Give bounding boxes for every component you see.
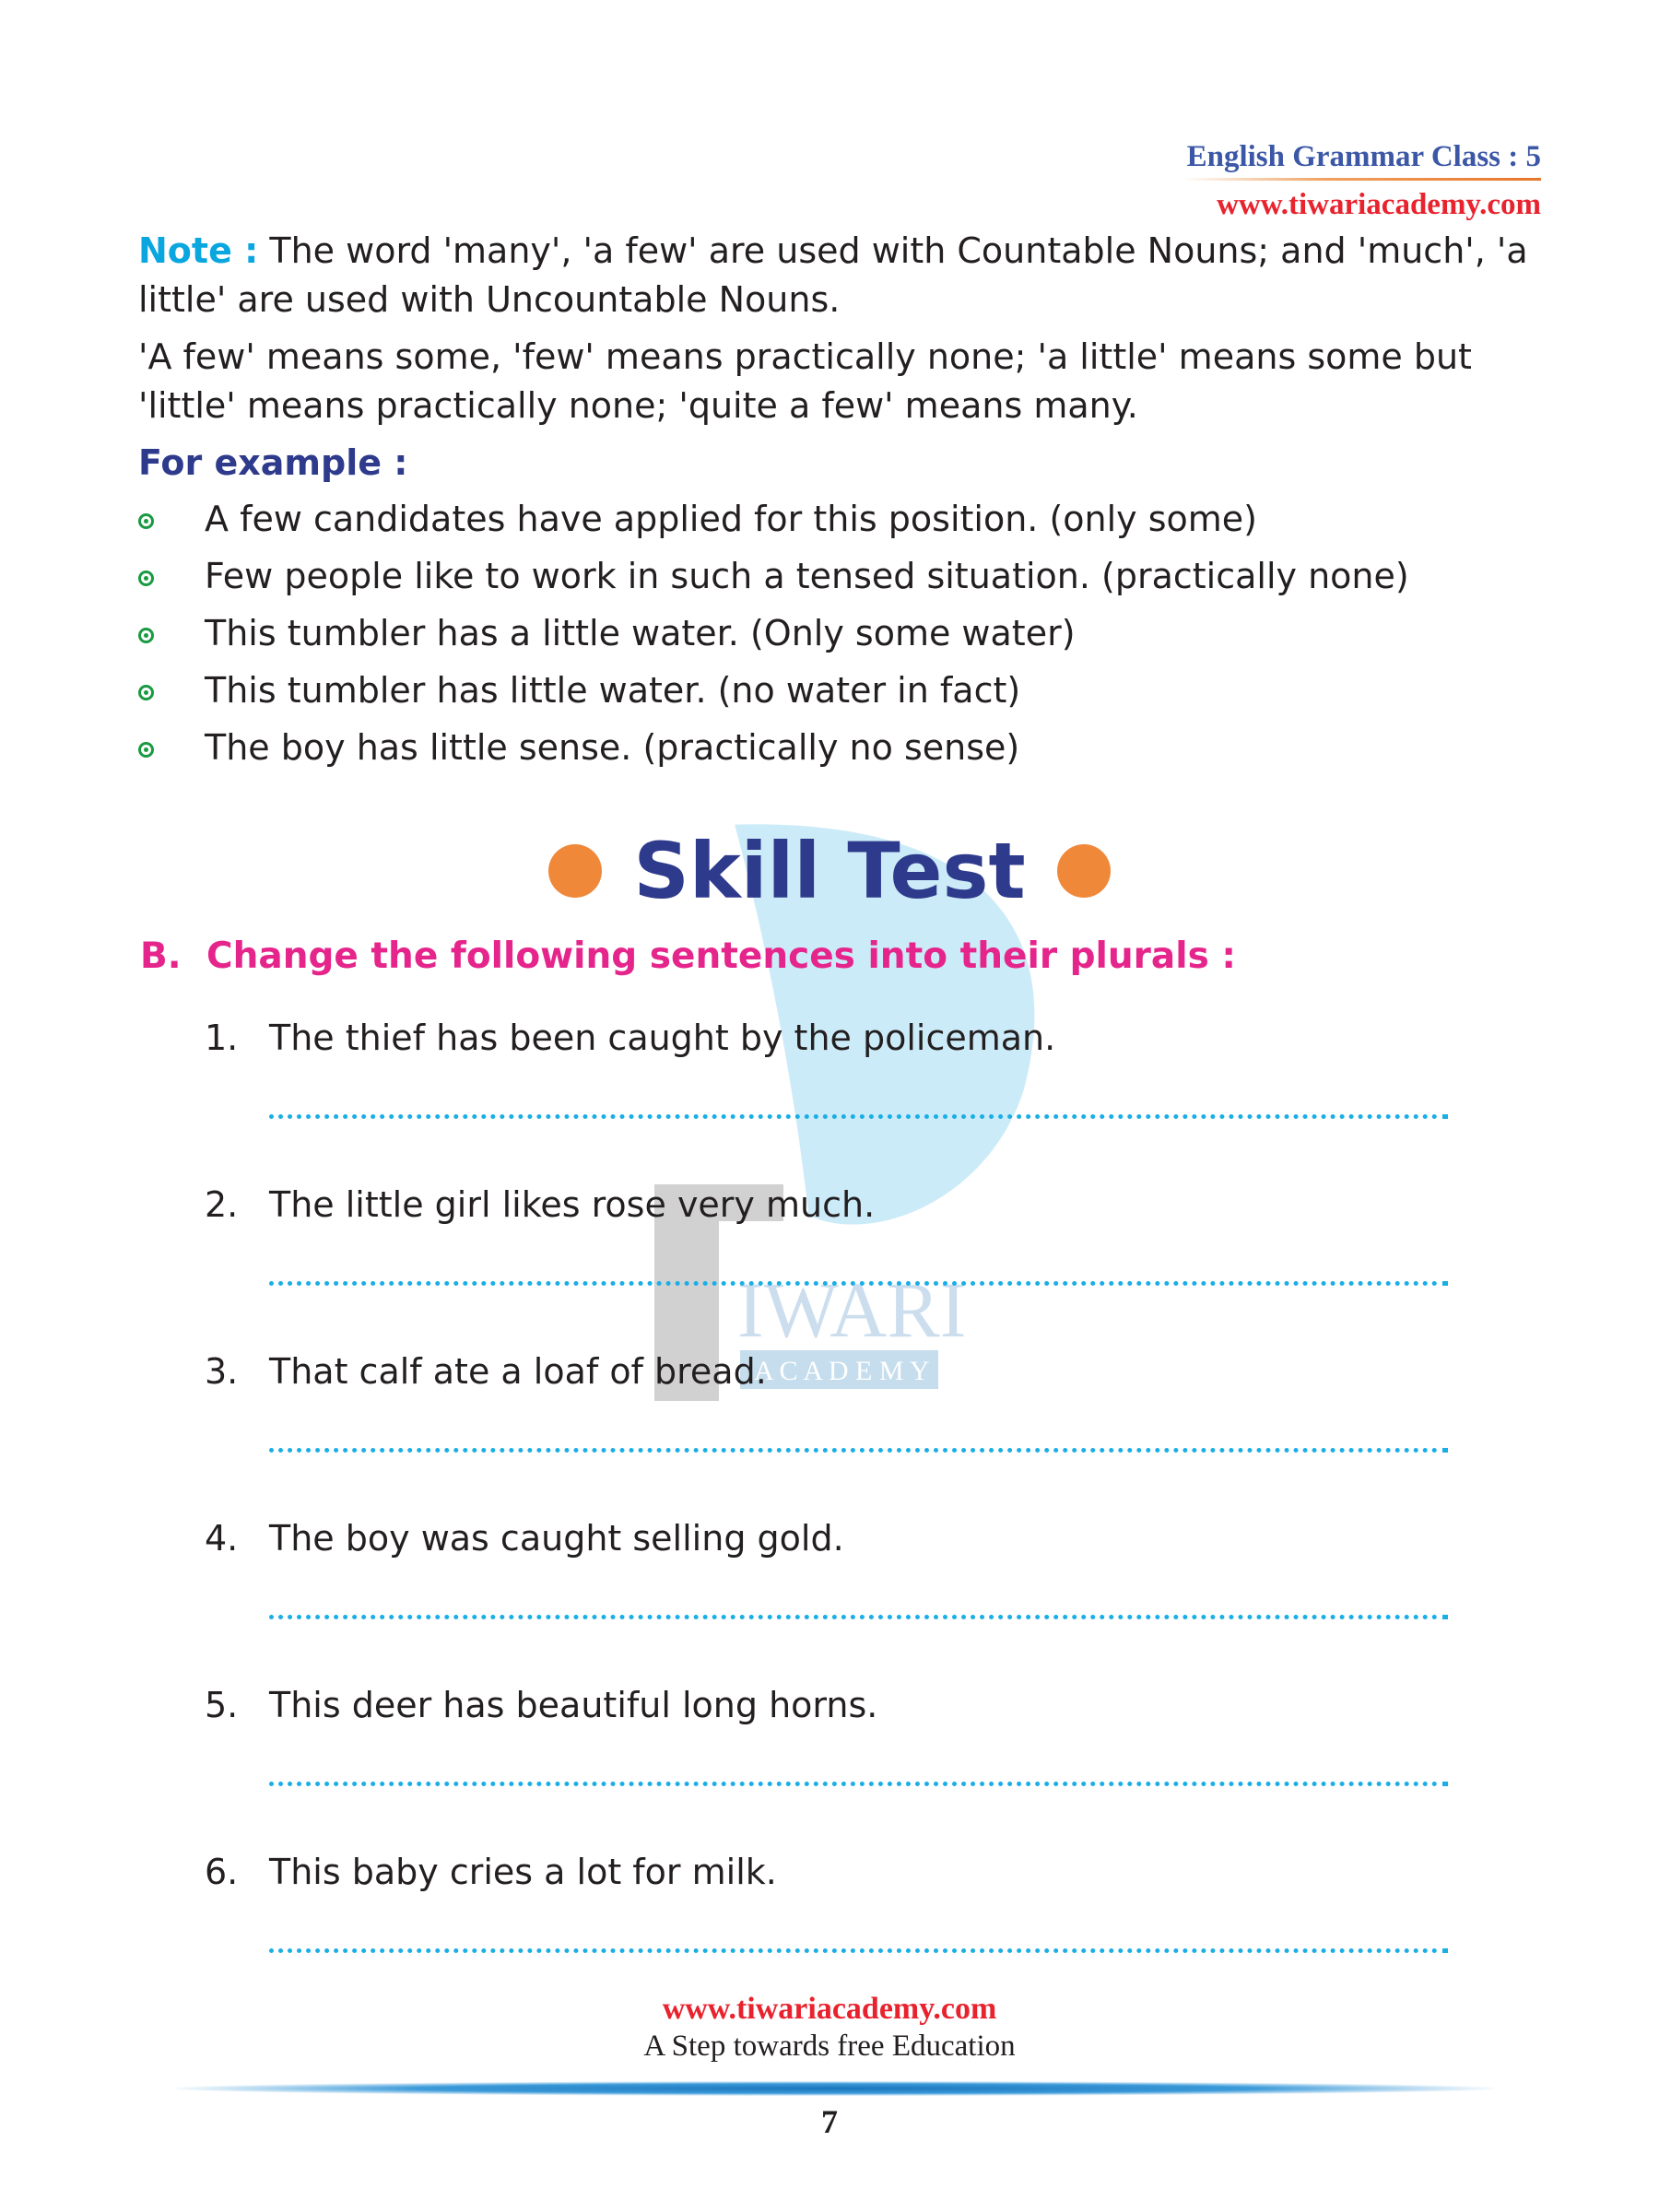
watermark-name: IWARI: [737, 1265, 967, 1354]
list-item: This tumbler has little water. (no water in fact): [138, 666, 1539, 724]
question-number: 4.: [205, 1518, 239, 1559]
answer-line-end: [1442, 1944, 1448, 1953]
note-text: The word 'many', 'a few' are used with Countable Nouns; and 'much', 'a little' are used with Uncountable Nouns.: [138, 230, 1528, 320]
question-number: 2.: [205, 1184, 239, 1225]
question-number: 3.: [205, 1351, 239, 1392]
footer-website-link[interactable]: www.tiwariacademy.com: [662, 1992, 997, 2026]
footer-tagline: A Step towards free Education: [643, 2030, 1016, 2063]
answer-line-end: [1442, 1777, 1448, 1786]
question-number: 1.: [205, 1018, 239, 1058]
question-item: [205, 1677, 1513, 1844]
answer-line-end: [1442, 1610, 1448, 1619]
answer-line-end: [1442, 1110, 1448, 1119]
question-text: That calf ate a loaf of bread.: [269, 1351, 767, 1392]
answer-line-end: [1442, 1277, 1448, 1286]
note-paragraph-2: 'A few' means some, 'few' means practically none; 'a little' means some but 'little' means practically none; 'quite a few' means many.: [138, 336, 1472, 426]
bullet-icon: [138, 742, 154, 758]
answer-line[interactable]: [269, 1610, 1438, 1619]
footer-divider: [175, 2081, 1493, 2096]
answer-line[interactable]: [269, 1944, 1438, 1953]
page-number: 7: [821, 2103, 838, 2140]
list-item: A few candidates have applied for this position. (only some): [138, 495, 1539, 552]
list-item: This tumbler has a little water. (Only some water): [138, 609, 1539, 666]
exercise-instruction: [140, 929, 1236, 984]
orange-dot-icon: [1057, 844, 1111, 898]
question-number: 5.: [205, 1685, 239, 1725]
question-item: [205, 1511, 1513, 1677]
orange-dot-icon: [548, 844, 602, 898]
skill-test-title: Skill Test: [633, 826, 1026, 916]
bullet-icon: [138, 628, 154, 643]
page-header: [1182, 138, 1541, 223]
example-heading: For example :: [138, 442, 408, 483]
question-text: The boy was caught selling gold.: [269, 1518, 844, 1559]
exercise-letter: B.: [140, 935, 182, 977]
answer-line[interactable]: [269, 1443, 1438, 1453]
answer-line[interactable]: [269, 1277, 1438, 1286]
answer-line[interactable]: [269, 1110, 1438, 1119]
question-list: [205, 1010, 1513, 2011]
question-number: 6.: [205, 1852, 239, 1892]
question-text: The little girl likes rose very much.: [269, 1184, 876, 1225]
note-paragraph: [138, 227, 1539, 324]
exercise-instruction-text: Change the following sentences into their plurals :: [206, 935, 1236, 977]
note-label: Note :: [138, 230, 259, 271]
question-text: The thief has been caught by the policeman.: [269, 1018, 1056, 1058]
question-item: [205, 1344, 1513, 1511]
question-item: [205, 1844, 1513, 2011]
note-section: [138, 227, 1539, 781]
answer-line[interactable]: [269, 1777, 1438, 1786]
question-item: [205, 1177, 1513, 1344]
header-website-link[interactable]: www.tiwariacademy.com: [1217, 188, 1541, 221]
bullet-icon: [138, 571, 154, 586]
question-item: [205, 1010, 1513, 1177]
bullet-icon: [138, 513, 154, 529]
list-item: Few people like to work in such a tensed situation. (practically none): [138, 552, 1539, 609]
example-list: [138, 495, 1539, 781]
watermark-sub: A C A D E M Y: [754, 1356, 930, 1386]
list-item: The boy has little sense. (practically no sense): [138, 724, 1539, 781]
question-text: This baby cries a lot for milk.: [269, 1852, 777, 1892]
header-divider: [1182, 178, 1541, 181]
skill-test-heading: [0, 820, 1659, 922]
bullet-icon: [138, 685, 154, 700]
answer-line-end: [1442, 1443, 1448, 1453]
book-title: English Grammar Class : 5: [1186, 140, 1541, 173]
question-text: This deer has beautiful long horns.: [269, 1685, 878, 1725]
